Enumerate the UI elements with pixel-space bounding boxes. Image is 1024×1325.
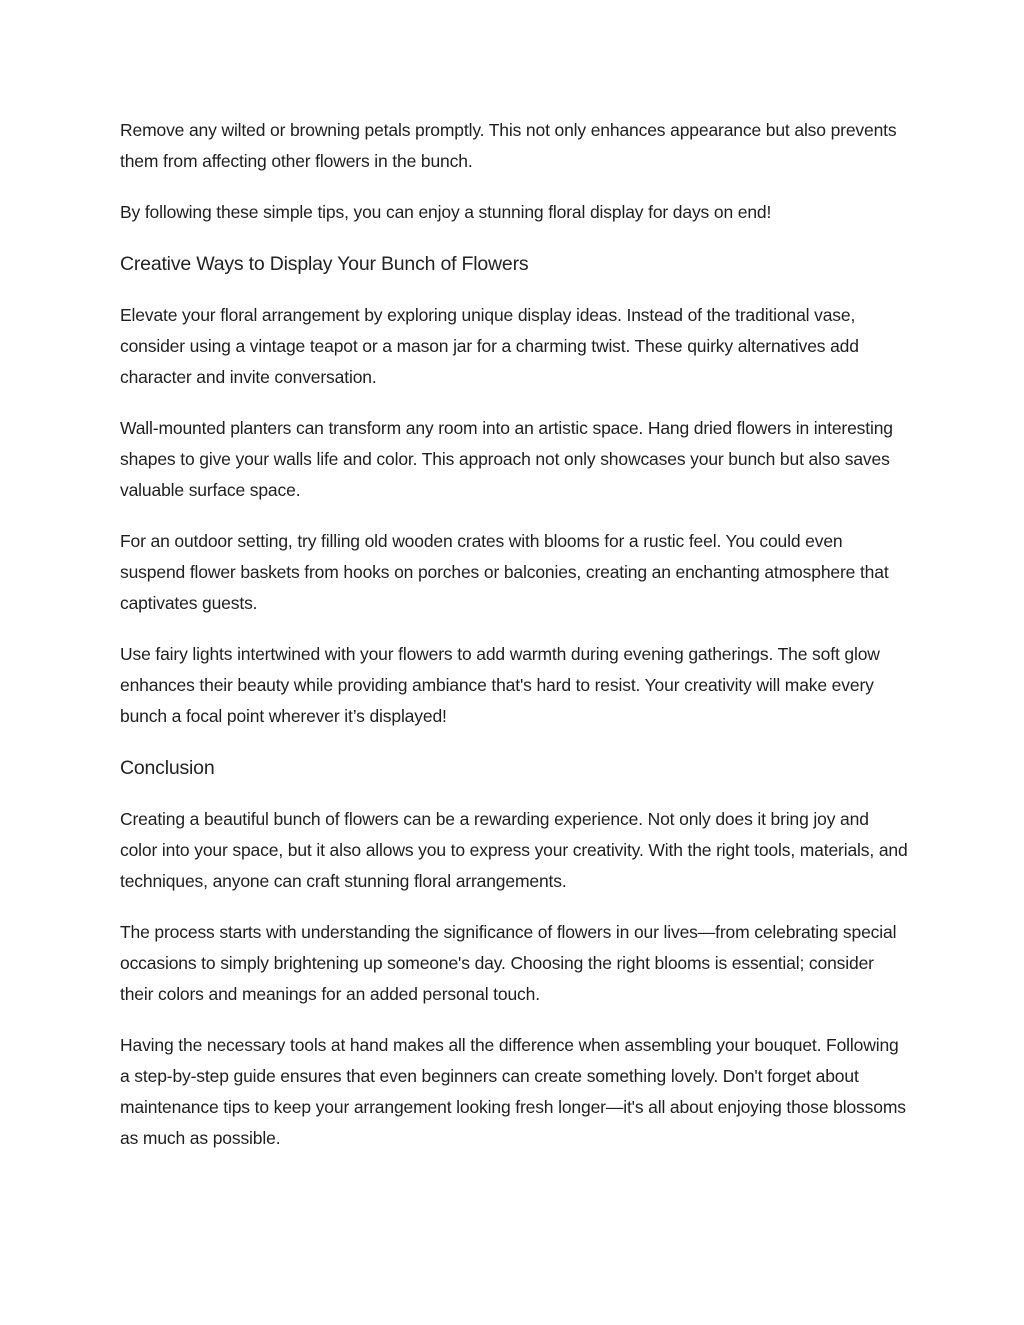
paragraph: Elevate your floral arrangement by exploring unique display ideas. Instead of the traditional vase, consider using a vintage teapot or a mason jar for a charming twist. These quirky alternatives add character and invite conversation. (120, 305, 859, 387)
document-page (120, 115, 910, 1174)
section-heading: Creative Ways to Display Your Bunch of Flowers (120, 253, 529, 275)
paragraph: Having the necessary tools at hand makes all the difference when assembling your bouquet. Following a step-by-step guide ensures that even beginners can create something lovely. Don't forget about maintenance tips to keep your arrangement looking fresh longer—it's all about enjoying those blossoms as much as possible. (120, 1035, 906, 1148)
paragraph: By following these simple tips, you can enjoy a stunning floral display for days on end! (120, 202, 772, 222)
paragraph: For an outdoor setting, try filling old wooden crates with blooms for a rustic feel. You could even suspend flower baskets from hooks on porches or balconies, creating an enchanting atmosphere that captivates guests. (120, 531, 889, 613)
paragraph: Creating a beautiful bunch of flowers can be a rewarding experience. Not only does it bring joy and color into your space, but it also allows you to express your creativity. With the right tools, materials, and techniques, anyone can craft stunning floral arrangements. (120, 809, 908, 891)
paragraph: Wall-mounted planters can transform any room into an artistic space. Hang dried flowers in interesting shapes to give your walls life and color. This approach not only showcases your bunch but also saves valuable surface space. (120, 418, 893, 500)
paragraph: Use fairy lights intertwined with your flowers to add warmth during evening gatherings. The soft glow enhances their beauty while providing ambiance that's hard to resist. Your creativity will make every bunch a focal point wherever it’s displayed! (120, 644, 880, 726)
section-heading: Conclusion (120, 757, 215, 779)
paragraph: The process starts with understanding the significance of flowers in our lives—from celebrating special occasions to simply brightening up someone's day. Choosing the right blooms is essential; consider their colors and meanings for an added personal touch. (120, 922, 897, 1004)
paragraph: Remove any wilted or browning petals promptly. This not only enhances appearance but also prevents them from affecting other flowers in the bunch. (120, 120, 897, 171)
